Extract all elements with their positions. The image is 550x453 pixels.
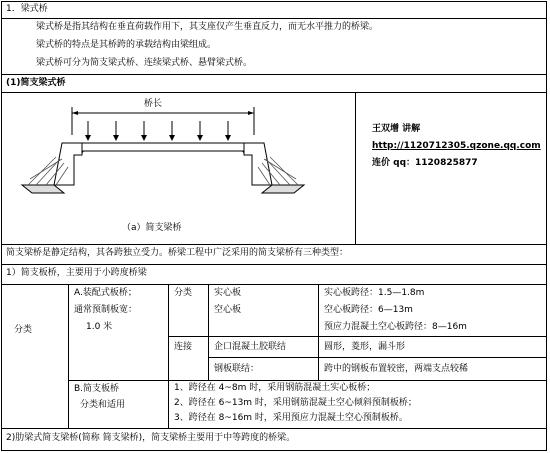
span-label: 桥长	[144, 99, 163, 109]
assembled-slab-line-1: A.装配式板桥；	[74, 288, 137, 298]
steel-plate-joint-type: 钢板联结：	[214, 364, 260, 374]
beam	[74, 143, 252, 151]
right-abutment	[244, 143, 272, 185]
qq-contact: 连价 qq：1120825877	[372, 158, 478, 168]
lecturer-credit: 王双增 讲解	[372, 124, 421, 134]
section-title: 1．梁式桥	[6, 4, 48, 14]
load-arrows	[88, 121, 228, 137]
intro-line-3: 梁式桥可分为简支梁式桥、连续梁式桥、悬臂梁式桥。	[36, 58, 253, 68]
hollow-slab-span: 空心板跨径：6—13m	[324, 305, 413, 315]
left-abutment	[54, 143, 82, 185]
hollow-slab-type: 空心板	[214, 305, 242, 315]
steel-plate-joint-desc: 跨中的钢板布置较密，两端支点较稀	[324, 364, 469, 374]
assembled-slab-line-2: 通常预制板宽：	[74, 305, 138, 315]
connection-label: 连接	[174, 342, 193, 352]
solid-slab-span: 实心板跨径：1.5—1.8m	[324, 288, 425, 298]
solid-slab-type: 实心板	[214, 288, 242, 298]
diagram-caption: （a）简支梁桥	[122, 223, 182, 233]
tongue-joint-shapes: 圆形，菱形，漏斗形	[324, 342, 406, 352]
simple-beam-title: (1)简支梁式桥	[6, 78, 66, 88]
slab-usage-item-1: 1、跨径在 4~8m 时，采用钢筋混凝土实心板桥；	[174, 383, 376, 393]
assembled-slab-line-3: 1.0 米	[86, 322, 113, 332]
category-label: 分类	[14, 325, 33, 335]
simple-beam-statement: 简支梁桥是静定结构，其各跨独立受力。桥梁工程中广泛采用的简支梁桥有三种类型：	[6, 248, 349, 258]
simply-supported-bridge-diagram	[2, 93, 354, 243]
prestressed-hollow-slab-span: 预应力混凝土空心板跨径：8—16m	[324, 322, 467, 332]
slab-usage-item-3: 3、跨径在 8~16m 时，采用预应力混凝土空心预制板桥。	[174, 413, 408, 423]
intro-line-1: 梁式桥是指其结构在垂直荷载作用下，其支座仅产生垂直反力，而无水平推力的桥梁。	[36, 22, 379, 32]
intro-line-2: 梁式桥的特点是其桥跨的承载结构由梁组成。	[36, 40, 217, 50]
slab-classification-line-1: B.简支板桥	[74, 384, 120, 394]
slab-bridge-title: 1）简支板桥，主要用于小跨度桥梁	[6, 268, 147, 278]
tongue-joint-type: 企口混凝土胶联结	[214, 342, 287, 352]
rib-beam-title: 2)肋梁式简支梁桥(简称 简支梁桥)，简支梁桥主要用于中等跨度的桥梁。	[6, 433, 296, 443]
qzone-link[interactable]: http://1120712305.qzone.qq.com	[372, 141, 541, 151]
slab-usage-item-2: 2、跨径在 6~13m 时，采用钢筋混凝土空心倾斜预制板桥；	[174, 398, 417, 408]
classification-label: 分类	[174, 288, 193, 298]
slab-classification-line-2: 分类和适用	[80, 400, 126, 410]
